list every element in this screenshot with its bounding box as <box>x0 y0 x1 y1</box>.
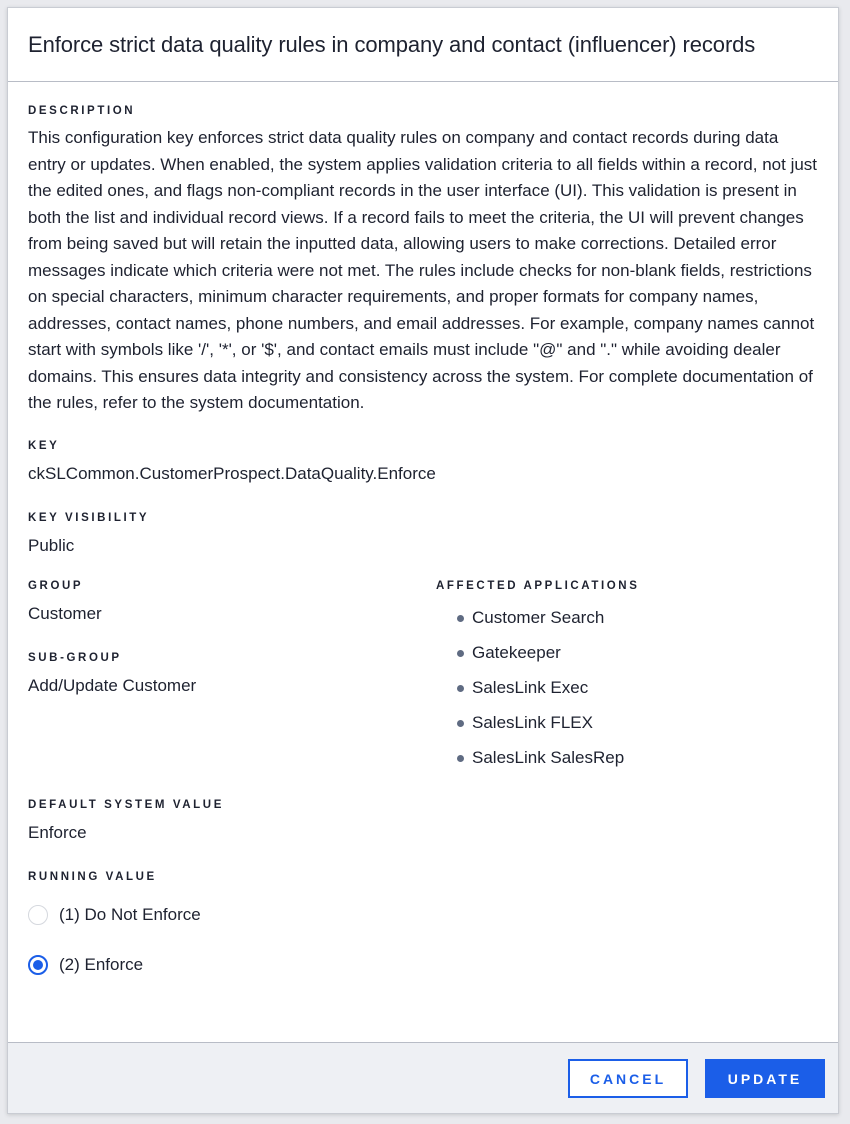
radio-label: (2) Enforce <box>59 954 144 974</box>
key-label: KEY <box>28 439 60 452</box>
default-value-section <box>28 798 818 844</box>
key-section <box>28 439 818 485</box>
bullet-icon <box>457 755 464 762</box>
radio-button-do-not-enforce[interactable] <box>28 905 48 925</box>
dialog-title: Enforce strict data quality rules in company and contact (influencer) records <box>28 32 756 57</box>
key-visibility-label: KEY VISIBILITY <box>28 511 150 524</box>
bullet-icon <box>457 615 464 622</box>
key-visibility-section <box>28 511 818 557</box>
running-value-radio-group <box>28 902 818 978</box>
dialog-footer <box>8 1042 838 1113</box>
list-item <box>457 677 818 712</box>
config-dialog <box>7 7 839 1114</box>
bullet-icon <box>457 685 464 692</box>
description-label: DESCRIPTION <box>28 105 136 117</box>
description-text: This configuration key enforces strict data quality rules on company and contact records during data entry or updates. When enabled, the system applies validation criteria to all fields within a record, not just the edited ones, and flags non-compliant records in the user interface (UI). This validation is present in both the list and individual record views. If a record fails to meet the criteria, the UI will prevent changes from being saved but will retain the inputted data, allowing users to make corrections. Detailed error messages indicate which criteria were not met. The rules include checks for non-blank fields, restrictions on special characters, minimum character requirements, and proper formats for company names, addresses, contact names, phone numbers, and email addresses. For example, company names cannot start with symbols like '/', '*', or '$', and contact emails must include "@" and "." while avoiding dealer domains. This ensures data integrity and consistency across the system. For complete documentation of the rules, refer to the system documentation. <box>28 128 818 412</box>
affected-applications-label: AFFECTED APPLICATIONS <box>436 579 640 592</box>
radio-option-enforce[interactable] <box>28 952 818 978</box>
radio-label: (1) Do Not Enforce <box>59 904 201 924</box>
bullet-icon <box>457 650 464 657</box>
default-system-value-label: DEFAULT SYSTEM VALUE <box>28 798 224 811</box>
bullet-icon <box>457 720 464 727</box>
radio-button-enforce[interactable] <box>28 955 48 975</box>
update-button[interactable]: UPDATE <box>705 1059 825 1098</box>
group-value: Customer <box>28 603 102 623</box>
list-item <box>457 747 818 782</box>
running-value-section <box>28 870 818 978</box>
running-value-label: RUNNING VALUE <box>28 870 157 883</box>
list-item <box>457 607 818 642</box>
sub-group-label: SUB-GROUP <box>28 651 122 664</box>
app-name: SalesLink Exec <box>472 677 589 697</box>
app-name: SalesLink FLEX <box>472 712 593 732</box>
list-item <box>457 712 818 747</box>
default-system-value: Enforce <box>28 822 87 842</box>
radio-option-do-not-enforce[interactable] <box>28 902 818 928</box>
affected-apps-column <box>436 579 818 782</box>
group-column <box>28 579 436 782</box>
sub-group-value: Add/Update Customer <box>28 675 197 695</box>
group-label: GROUP <box>28 579 84 592</box>
dialog-header <box>8 8 838 82</box>
affected-applications-list <box>436 607 818 782</box>
key-value: ckSLCommon.CustomerProspect.DataQuality.Enforce <box>28 463 436 483</box>
app-name: SalesLink SalesRep <box>472 747 625 767</box>
cancel-button[interactable]: CANCEL <box>568 1059 688 1098</box>
app-name: Gatekeeper <box>472 642 561 662</box>
list-item <box>457 642 818 677</box>
key-visibility-value: Public <box>28 535 75 555</box>
dialog-body <box>8 82 838 978</box>
group-apps-row <box>28 579 818 782</box>
app-name: Customer Search <box>472 607 605 627</box>
